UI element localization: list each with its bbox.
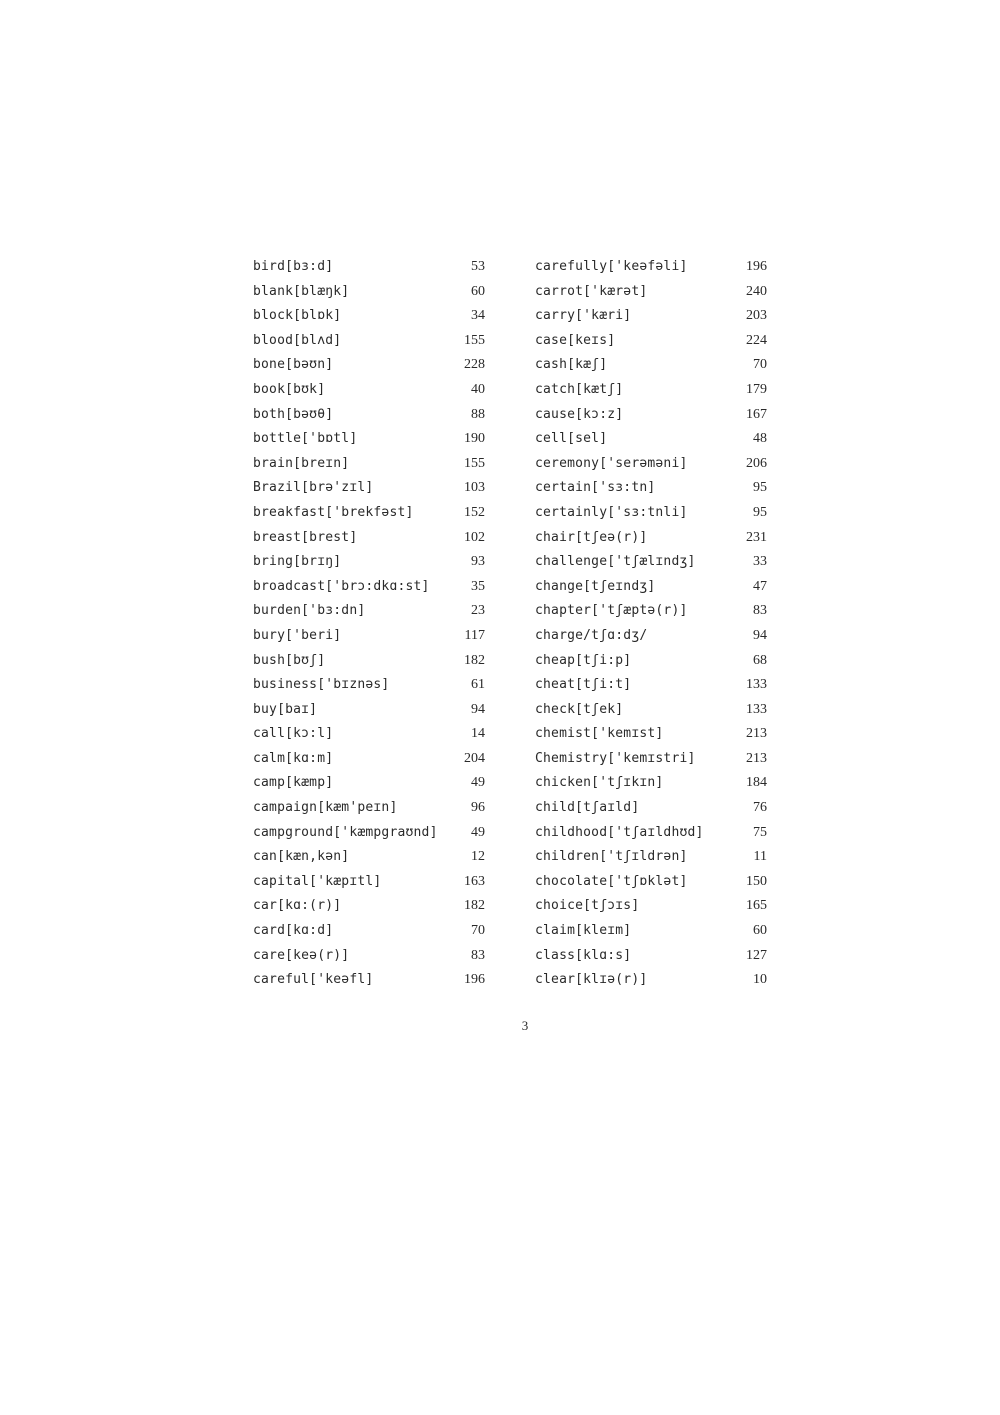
vocab-entry [253,427,485,452]
vocab-entry [253,698,485,723]
vocab-page-ref: 165 [746,898,767,914]
vocab-page-ref: 49 [471,824,485,840]
vocab-page-ref: 196 [746,259,767,274]
vocab-page-ref: 12 [471,849,485,865]
vocab-entry [253,304,485,329]
vocab-word: can[kæn,kən] [253,849,350,865]
vocab-word: campaign[kæm'peɪn] [253,800,398,816]
vocab-page-ref: 94 [753,627,767,643]
vocab-word: chicken['tʃɪkɪn] [535,775,664,791]
vocab-word: capital['kæpɪtl] [253,873,382,889]
vocab-word: class[klɑ:s] [535,947,632,963]
vocab-page-ref: 88 [471,406,485,422]
vocab-entry [253,575,485,600]
vocab-word: car[kɑ:(r)] [253,898,342,914]
vocab-entry [253,649,485,674]
vocab-word: calm[kɑ:m] [253,750,334,766]
vocab-word: childhood['tʃaɪldhʊd] [535,824,704,840]
vocab-entry [253,821,485,846]
vocab-page-ref: 155 [464,332,485,348]
vocab-page-ref: 34 [471,308,485,324]
vocab-entry [535,501,767,526]
vocab-page-ref: 93 [471,554,485,570]
vocab-entry [535,919,767,944]
vocab-word: bush[bʊʃ] [253,652,326,668]
vocab-page-ref: 95 [753,504,767,520]
vocab-word: children['tʃɪldrən] [535,849,688,865]
vocab-word: bird[bɜ:d] [253,259,334,274]
vocab-entry [253,944,485,969]
vocab-word: change[tʃeɪndʒ] [535,578,656,594]
vocab-entry [253,353,485,378]
vocab-page-ref: 182 [464,652,485,668]
vocab-word: case[keɪs] [535,332,616,348]
vocab-page-ref: 240 [746,283,767,299]
vocab-page-ref: 155 [464,455,485,471]
vocab-entry [535,673,767,698]
vocab-word: certainly['sɜ:tnli] [535,504,688,520]
vocab-word: cheat[tʃi:t] [535,677,632,693]
vocab-word: block[blɒk] [253,308,342,324]
vocab-word: chemist['kemɪst] [535,726,664,742]
vocab-page-ref: 83 [753,603,767,619]
vocab-word: both[bəʊθ] [253,406,334,422]
vocab-word: call[kɔ:l] [253,726,334,742]
vocab-word: careful['keəfl] [253,972,374,988]
vocab-entry [253,280,485,305]
vocab-entry [253,968,485,993]
vocab-entry [535,722,767,747]
vocab-word: breast[brest] [253,529,358,545]
vocab-entry [535,771,767,796]
vocab-entry [253,894,485,919]
vocab-word: breakfast['brekfəst] [253,504,414,520]
vocab-entry [253,526,485,551]
vocab-page-ref: 152 [464,504,485,520]
vocab-page-ref: 61 [471,677,485,693]
vocab-entry [535,427,767,452]
vocab-word: cheap[tʃi:p] [535,652,632,668]
vocab-page-ref: 127 [746,947,767,963]
vocab-word: check[tʃek] [535,701,624,717]
vocab-entry [253,550,485,575]
vocab-entry [535,698,767,723]
vocab-page-ref: 224 [746,332,767,348]
vocab-entry [253,796,485,821]
vocab-entry [535,968,767,993]
vocab-entry [253,476,485,501]
vocab-entry [253,845,485,870]
vocab-entry [535,599,767,624]
vocab-page-ref: 117 [464,627,485,643]
vocab-page-ref: 228 [464,357,485,373]
vocab-page-ref: 167 [746,406,767,422]
vocab-word: chapter['tʃæptə(r)] [535,603,688,619]
vocab-word: card[kɑ:d] [253,923,334,939]
vocab-entry [535,894,767,919]
vocab-page-ref: 10 [753,972,767,988]
vocab-page-ref: 75 [753,824,767,840]
vocab-entry [535,280,767,305]
vocab-entry [535,304,767,329]
vocab-entry [253,329,485,354]
vocab-word: Brazil[brə'zɪl] [253,480,374,496]
vocab-entry [535,845,767,870]
vocab-entry [253,378,485,403]
vocab-page-ref: 94 [471,701,485,717]
vocab-page-ref: 203 [746,308,767,324]
vocab-page-ref: 206 [746,455,767,471]
vocab-entry [535,550,767,575]
vocab-page-ref: 40 [471,381,485,397]
vocab-word: challenge['tʃælɪndʒ] [535,554,696,570]
vocab-entry [253,747,485,772]
vocab-entry [535,944,767,969]
vocab-word: book[bʊk] [253,381,326,397]
vocab-word: blank[blæŋk] [253,283,350,299]
vocab-entry [253,870,485,895]
vocab-word: cash[kæʃ] [535,357,608,373]
vocab-word: burden['bɜ:dn] [253,603,366,619]
vocab-entry [535,378,767,403]
vocab-page-ref: 53 [471,259,485,274]
vocab-page-ref: 133 [746,701,767,717]
vocab-word: Chemistry['kemɪstri] [535,750,696,766]
vocab-page-ref: 204 [464,750,485,766]
vocab-entry [535,649,767,674]
vocab-entry [253,673,485,698]
vocab-word: care[keə(r)] [253,947,350,963]
vocab-word: clear[klɪə(r)] [535,972,648,988]
vocab-page-ref: 48 [753,431,767,447]
vocab-word: chocolate['tʃɒklət] [535,873,688,889]
vocab-entry [253,771,485,796]
vocab-entry [535,255,767,280]
vocab-page-ref: 70 [471,923,485,939]
vocab-word: buy[baɪ] [253,701,318,717]
vocab-page-ref: 182 [464,898,485,914]
vocab-word: campground['kæmpgraʊnd] [253,824,438,840]
vocab-entry [535,353,767,378]
vocab-entry [253,403,485,428]
vocab-page-ref: 213 [746,726,767,742]
vocab-page-ref: 76 [753,800,767,816]
vocab-word: bottle['bɒtl] [253,431,358,447]
vocab-page-ref: 184 [746,775,767,791]
vocab-entry [253,255,485,280]
vocab-word: chair[tʃeə(r)] [535,529,648,545]
vocab-entry [535,796,767,821]
vocab-word: cell[sel] [535,431,608,447]
vocab-word: cause[kɔ:z] [535,406,624,422]
vocab-entry [535,575,767,600]
vocab-entry [253,919,485,944]
vocab-word: child[tʃaɪld] [535,800,640,816]
vocab-page-ref: 35 [471,578,485,594]
vocab-page-ref: 60 [753,923,767,939]
vocab-word: business['bɪznəs] [253,677,390,693]
vocab-entry [535,403,767,428]
left-column [253,255,485,993]
vocab-page-ref: 150 [746,873,767,889]
vocab-word: claim[kleɪm] [535,923,632,939]
vocab-entry [253,599,485,624]
vocab-word: broadcast['brɔ:dkɑ:st] [253,578,430,594]
vocab-word: carefully['keəfəli] [535,259,688,274]
vocab-page-ref: 179 [746,381,767,397]
vocab-entry [535,526,767,551]
vocab-word: choice[tʃɔɪs] [535,898,640,914]
vocab-word: carrot['kærət] [535,283,648,299]
vocab-word: bury['beri] [253,627,342,643]
vocab-word: brain[breɪn] [253,455,350,471]
vocab-page-ref: 196 [464,972,485,988]
vocab-word: ceremony['serəməni] [535,455,688,471]
vocab-word: catch[kætʃ] [535,381,624,397]
vocab-page-ref: 23 [471,603,485,619]
vocab-word: certain['sɜ:tn] [535,480,656,496]
vocab-page-ref: 47 [753,578,767,594]
vocab-page-ref: 49 [471,775,485,791]
vocab-entry [253,452,485,477]
page-number: 3 [521,1018,529,1033]
vocab-page-ref: 11 [753,849,767,865]
vocab-word: blood[blʌd] [253,332,342,348]
vocab-entry [535,329,767,354]
vocab-page-ref: 83 [471,947,485,963]
vocab-page-ref: 60 [471,283,485,299]
vocab-page-ref: 68 [753,652,767,668]
vocab-page-ref: 163 [464,873,485,889]
vocab-entry [535,747,767,772]
vocab-entry [535,870,767,895]
vocab-entry [535,452,767,477]
vocab-word: bone[bəʊn] [253,357,334,373]
vocab-page-ref: 33 [753,554,767,570]
vocab-word: charge/tʃɑ:dʒ/ [535,627,648,643]
vocab-page-ref: 96 [471,800,485,816]
vocab-entry [535,476,767,501]
vocab-page-ref: 133 [746,677,767,693]
vocab-entry [535,624,767,649]
vocab-word: carry['kæri] [535,308,632,324]
vocab-word: camp[kæmp] [253,775,334,791]
vocab-page-ref: 95 [753,480,767,496]
right-column [535,255,767,993]
vocab-word: bring[brɪŋ] [253,554,342,570]
vocab-page-ref: 102 [464,529,485,545]
vocab-entry [253,624,485,649]
vocab-entry [253,501,485,526]
vocab-page-ref: 213 [746,750,767,766]
vocab-entry [253,722,485,747]
vocab-page-ref: 231 [746,529,767,545]
vocab-page-ref: 190 [464,431,485,447]
vocab-page-ref: 14 [471,726,485,742]
vocab-entry [535,821,767,846]
vocab-page-ref: 103 [464,480,485,496]
vocab-page-ref: 70 [753,357,767,373]
